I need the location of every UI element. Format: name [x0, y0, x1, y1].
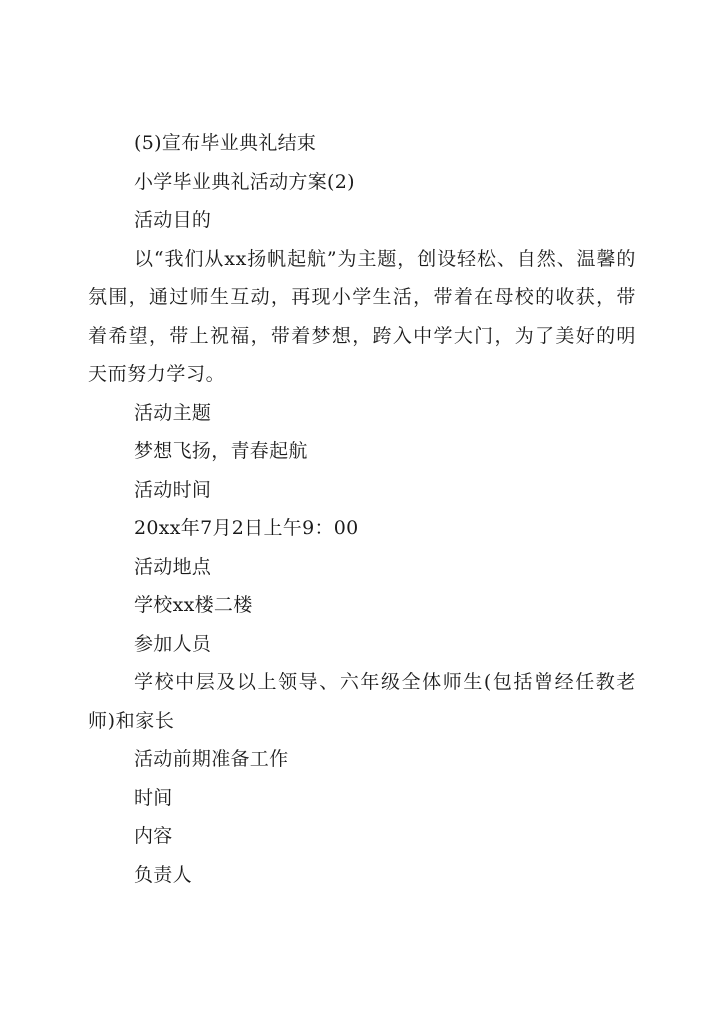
- text-theme: 梦想飞扬，青春起航: [134, 440, 308, 462]
- heading-theme: 活动主题: [134, 401, 212, 424]
- list-item-end-ceremony: (5)宣布毕业典礼结束: [134, 132, 317, 154]
- heading-purpose: 活动目的: [134, 209, 212, 231]
- label-responsible: 负责人: [134, 863, 192, 886]
- text-time: 20xx年7月2日上午9：00: [134, 517, 359, 539]
- text-location: 学校xx楼二楼: [134, 594, 253, 616]
- document-body: [88, 124, 636, 894]
- paragraph-participants: 学校中层及以上领导、六年级全体师生(包括曾经任教老师)和家长: [88, 671, 636, 732]
- section-title: 小学毕业典礼活动方案(2): [134, 170, 355, 193]
- heading-participants: 参加人员: [134, 632, 212, 655]
- heading-preparation: 活动前期准备工作: [134, 748, 289, 770]
- heading-time: 活动时间: [134, 478, 212, 501]
- label-time: 时间: [134, 786, 173, 809]
- heading-location: 活动地点: [134, 555, 212, 578]
- paragraph-purpose: 以“我们从xx扬帆起航”为主题，创设轻松、自然、温馨的氛围，通过师生互动，再现小学生活，带着在母校的收获，带着希望，带上祝福，带着梦想，跨入中学大门，为了美好的明天而努力学习。: [88, 247, 636, 385]
- label-content: 内容: [134, 825, 173, 847]
